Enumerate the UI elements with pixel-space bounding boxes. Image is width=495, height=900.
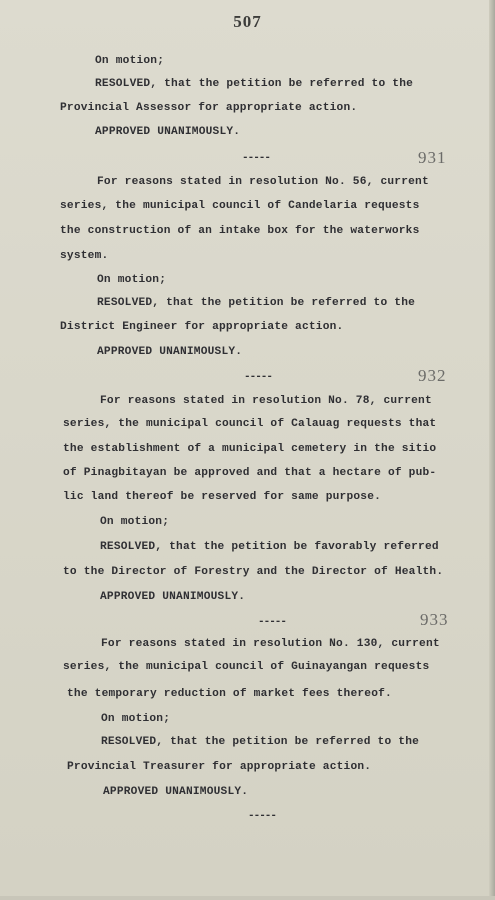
text-line: system. (60, 250, 109, 262)
text-line: APPROVED UNANIMOUSLY. (95, 126, 241, 138)
text-line: the establishment of a municipal cemetery in the sitio (63, 443, 437, 455)
section-divider: ----- (242, 152, 271, 164)
text-line: For reasons stated in resolution No. 78, current (100, 395, 432, 407)
text-line: On motion; (97, 274, 167, 286)
text-line: RESOLVED, that the petition be referred to the (95, 78, 414, 90)
text-line: RESOLVED, that the petition be favorably referred (100, 541, 439, 553)
text-line: APPROVED UNANIMOUSLY. (100, 591, 246, 603)
text-line: For reasons stated in resolution No. 56, current (97, 176, 429, 188)
text-line: of Pinagbitayan be approved and that a hectare of pub- (63, 467, 437, 479)
page-edge-shadow (489, 0, 495, 900)
text-line: lic land thereof be reserved for same purpose. (63, 491, 382, 503)
text-line: APPROVED UNANIMOUSLY. (103, 786, 249, 798)
text-line: On motion; (95, 55, 165, 67)
resolution-number: 932 (418, 366, 447, 385)
text-line: series, the municipal council of Candelaria requests (60, 200, 420, 212)
text-line: APPROVED UNANIMOUSLY. (97, 346, 243, 358)
text-line: On motion; (101, 713, 171, 725)
text-line: RESOLVED, that the petition be referred to the (97, 297, 416, 309)
resolution-number: 931 (418, 148, 447, 167)
text-line: RESOLVED, that the petition be referred to the (101, 736, 420, 748)
text-line: District Engineer for appropriate action. (60, 321, 344, 333)
text-line: series, the municipal council of Calauag requests that (63, 418, 437, 430)
text-line: Provincial Treasurer for appropriate action. (67, 761, 372, 773)
text-line: Provincial Assessor for appropriate action. (60, 102, 358, 114)
page-number: 507 (233, 12, 262, 31)
scan-footer-strip (0, 896, 495, 900)
text-line: On motion; (100, 516, 170, 528)
text-line: to the Director of Forestry and the Director of Health. (63, 566, 444, 578)
section-divider: ----- (244, 371, 273, 383)
resolution-number: 933 (420, 610, 449, 629)
section-divider: ----- (248, 810, 277, 822)
text-line: series, the municipal council of Guinayangan requests (63, 661, 430, 673)
section-divider: ----- (258, 616, 287, 628)
text-line: For reasons stated in resolution No. 130, current (101, 638, 440, 650)
text-line: the construction of an intake box for the waterworks (60, 225, 420, 237)
text-line: the temporary reduction of market fees thereof. (67, 688, 392, 700)
